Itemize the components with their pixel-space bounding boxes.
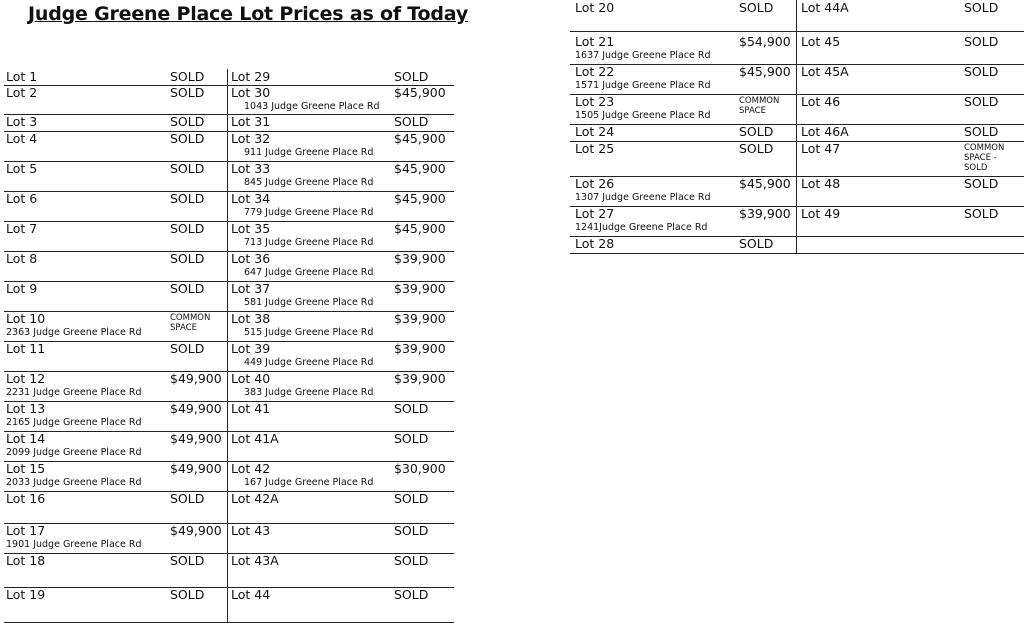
lot-number: Lot 26 (575, 176, 615, 191)
lot-number: Lot 11 (6, 341, 46, 356)
lot-number: Lot 37 (231, 281, 271, 296)
lot-price: SOLD (170, 69, 205, 84)
lot-number: Lot 46 (801, 94, 841, 109)
row-divider (570, 31, 1024, 32)
lot-status-note: COMMON SPACE - SOLD (964, 143, 1005, 173)
lot-number: Lot 42A (231, 491, 279, 506)
lot-price: $54,900 (739, 34, 791, 49)
lot-number: Lot 34 (231, 191, 271, 206)
lot-price: $45,900 (394, 221, 446, 236)
lot-address: 2231 Judge Greene Place Rd (6, 387, 142, 398)
row-divider (4, 491, 454, 492)
lot-price: $45,900 (394, 85, 446, 100)
lot-number: Lot 32 (231, 131, 271, 146)
lot-number: Lot 25 (575, 141, 615, 156)
row-divider (4, 251, 454, 252)
row-divider (570, 253, 1024, 254)
lot-price: SOLD (170, 85, 205, 100)
right-lot-table (570, 0, 1024, 251)
lot-price: $49,900 (170, 401, 222, 416)
lot-price: $45,900 (739, 176, 791, 191)
lot-number: Lot 30 (231, 85, 271, 100)
lot-price: SOLD (394, 114, 429, 129)
lot-price: SOLD (394, 523, 429, 538)
lot-number: Lot 6 (6, 191, 38, 206)
lot-price: SOLD (394, 431, 429, 446)
lot-number: Lot 21 (575, 34, 615, 49)
lot-number: Lot 36 (231, 251, 271, 266)
lot-address: 515 Judge Greene Place Rd (244, 327, 374, 338)
lot-number: Lot 31 (231, 114, 271, 129)
lot-number: Lot 23 (575, 94, 615, 109)
row-divider (570, 236, 1024, 237)
lot-number: Lot 45 (801, 34, 841, 49)
lot-address: 167 Judge Greene Place Rd (244, 477, 374, 488)
row-divider (4, 431, 454, 432)
lot-number: Lot 44A (801, 0, 849, 15)
lot-price: SOLD (170, 341, 205, 356)
row-divider (4, 114, 454, 115)
lot-number: Lot 29 (231, 69, 271, 84)
lot-number: Lot 45A (801, 64, 849, 79)
lot-price: SOLD (964, 0, 999, 15)
lot-price: SOLD (394, 401, 429, 416)
lot-number: Lot 41A (231, 431, 279, 446)
lot-number: Lot 43A (231, 553, 279, 568)
row-divider (4, 191, 454, 192)
lot-price: $39,900 (394, 371, 446, 386)
lot-price: SOLD (170, 131, 205, 146)
lot-address: 2033 Judge Greene Place Rd (6, 477, 142, 488)
lot-price: SOLD (739, 141, 774, 156)
lot-price: SOLD (739, 124, 774, 139)
lot-number: Lot 13 (6, 401, 46, 416)
lot-number: Lot 16 (6, 491, 46, 506)
row-divider (570, 176, 1024, 177)
lot-price: SOLD (170, 587, 205, 602)
lot-address: 1571 Judge Greene Place Rd (575, 80, 711, 91)
lot-price: SOLD (964, 124, 999, 139)
lot-number: Lot 20 (575, 0, 615, 15)
lot-address: 1307 Judge Greene Place Rd (575, 192, 711, 203)
lot-price: $45,900 (394, 161, 446, 176)
column-divider (227, 69, 228, 622)
row-divider (4, 161, 454, 162)
lot-price: SOLD (964, 176, 999, 191)
row-divider (4, 523, 454, 524)
lot-price: SOLD (394, 69, 429, 84)
lot-price: $45,900 (394, 191, 446, 206)
lot-number: Lot 19 (6, 587, 46, 602)
lot-number: Lot 33 (231, 161, 271, 176)
lot-number: Lot 44 (231, 587, 271, 602)
lot-address: 449 Judge Greene Place Rd (244, 357, 374, 368)
lot-price: SOLD (170, 161, 205, 176)
lot-address: 911 Judge Greene Place Rd (244, 147, 374, 158)
lot-address: 1901 Judge Greene Place Rd (6, 539, 142, 550)
lot-number: Lot 38 (231, 311, 271, 326)
lot-number: Lot 47 (801, 141, 841, 156)
row-divider (570, 141, 1024, 142)
lot-price: SOLD (170, 251, 205, 266)
lot-address: 1241Judge Greene Place Rd (575, 222, 708, 233)
lot-number: Lot 48 (801, 176, 841, 191)
lot-number: Lot 49 (801, 206, 841, 221)
lot-price: SOLD (170, 114, 205, 129)
row-divider (4, 85, 454, 86)
lot-number: Lot 4 (6, 131, 38, 146)
lot-number: Lot 5 (6, 161, 38, 176)
row-divider (4, 221, 454, 222)
lot-address: 581 Judge Greene Place Rd (244, 297, 374, 308)
lot-number: Lot 43 (231, 523, 271, 538)
lot-price: SOLD (964, 64, 999, 79)
lot-number: Lot 42 (231, 461, 271, 476)
lot-address: 1505 Judge Greene Place Rd (575, 110, 711, 121)
row-divider (4, 401, 454, 402)
lot-number: Lot 18 (6, 553, 46, 568)
lot-address: 2165 Judge Greene Place Rd (6, 417, 142, 428)
lot-number: Lot 40 (231, 371, 271, 386)
lot-number: Lot 3 (6, 114, 38, 129)
lot-address: 845 Judge Greene Place Rd (244, 177, 374, 188)
lot-price: SOLD (739, 236, 774, 251)
lot-address: 383 Judge Greene Place Rd (244, 387, 374, 398)
row-divider (4, 553, 454, 554)
lot-number: Lot 10 (6, 311, 46, 326)
lot-price: SOLD (394, 553, 429, 568)
lot-number: Lot 8 (6, 251, 38, 266)
lot-number: Lot 24 (575, 124, 615, 139)
lot-number: Lot 1 (6, 69, 38, 84)
lot-price: SOLD (739, 0, 774, 15)
row-divider (4, 341, 454, 342)
lot-address: 647 Judge Greene Place Rd (244, 267, 374, 278)
lot-price: $49,900 (170, 431, 222, 446)
lot-status-note: COMMON SPACE (739, 96, 780, 116)
left-lot-table (4, 65, 454, 602)
lot-price: SOLD (394, 587, 429, 602)
row-divider (570, 206, 1024, 207)
lot-address: 2099 Judge Greene Place Rd (6, 447, 142, 458)
lot-price: SOLD (170, 491, 205, 506)
lot-number: Lot 35 (231, 221, 271, 236)
lot-number: Lot 39 (231, 341, 271, 356)
lot-price: $49,900 (170, 371, 222, 386)
row-divider (4, 587, 454, 588)
lot-address: 1637 Judge Greene Place Rd (575, 50, 711, 61)
lot-price: $39,900 (394, 251, 446, 266)
row-divider (4, 461, 454, 462)
row-divider (570, 94, 1024, 95)
column-divider (796, 0, 797, 254)
row-divider (570, 124, 1024, 125)
lot-price: $39,900 (394, 281, 446, 296)
lot-address: 2363 Judge Greene Place Rd (6, 327, 142, 338)
lot-number: Lot 2 (6, 85, 38, 100)
lot-price: $49,900 (170, 461, 222, 476)
row-divider (570, 64, 1024, 65)
lot-price: SOLD (170, 191, 205, 206)
lot-price: $49,900 (170, 523, 222, 538)
lot-status-note: COMMON SPACE (170, 313, 211, 333)
lot-price: $39,900 (739, 206, 791, 221)
lot-price: $39,900 (394, 311, 446, 326)
lot-address: 713 Judge Greene Place Rd (244, 237, 374, 248)
lot-number: Lot 14 (6, 431, 46, 446)
lot-price: SOLD (964, 206, 999, 221)
lot-number: Lot 17 (6, 523, 46, 538)
lot-number: Lot 41 (231, 401, 271, 416)
lot-number: Lot 27 (575, 206, 615, 221)
lot-price: $45,900 (739, 64, 791, 79)
page-title: Judge Greene Place Lot Prices as of Today (28, 3, 469, 25)
lot-price: $39,900 (394, 341, 446, 356)
lot-number: Lot 15 (6, 461, 46, 476)
lot-address: 779 Judge Greene Place Rd (244, 207, 374, 218)
lot-address: 1043 Judge Greene Place Rd (244, 101, 380, 112)
row-divider (4, 311, 454, 312)
lot-number: Lot 7 (6, 221, 38, 236)
row-divider (4, 371, 454, 372)
row-divider (4, 281, 454, 282)
lot-price: SOLD (170, 281, 205, 296)
lot-price: $30,900 (394, 461, 446, 476)
lot-number: Lot 28 (575, 236, 615, 251)
lot-price: $45,900 (394, 131, 446, 146)
lot-price: SOLD (170, 553, 205, 568)
lot-number: Lot 9 (6, 281, 38, 296)
lot-number: Lot 46A (801, 124, 849, 139)
lot-price: SOLD (394, 491, 429, 506)
lot-price: SOLD (170, 221, 205, 236)
row-divider (4, 131, 454, 132)
lot-number: Lot 12 (6, 371, 46, 386)
lot-number: Lot 22 (575, 64, 615, 79)
lot-price: SOLD (964, 94, 999, 109)
lot-price: SOLD (964, 34, 999, 49)
